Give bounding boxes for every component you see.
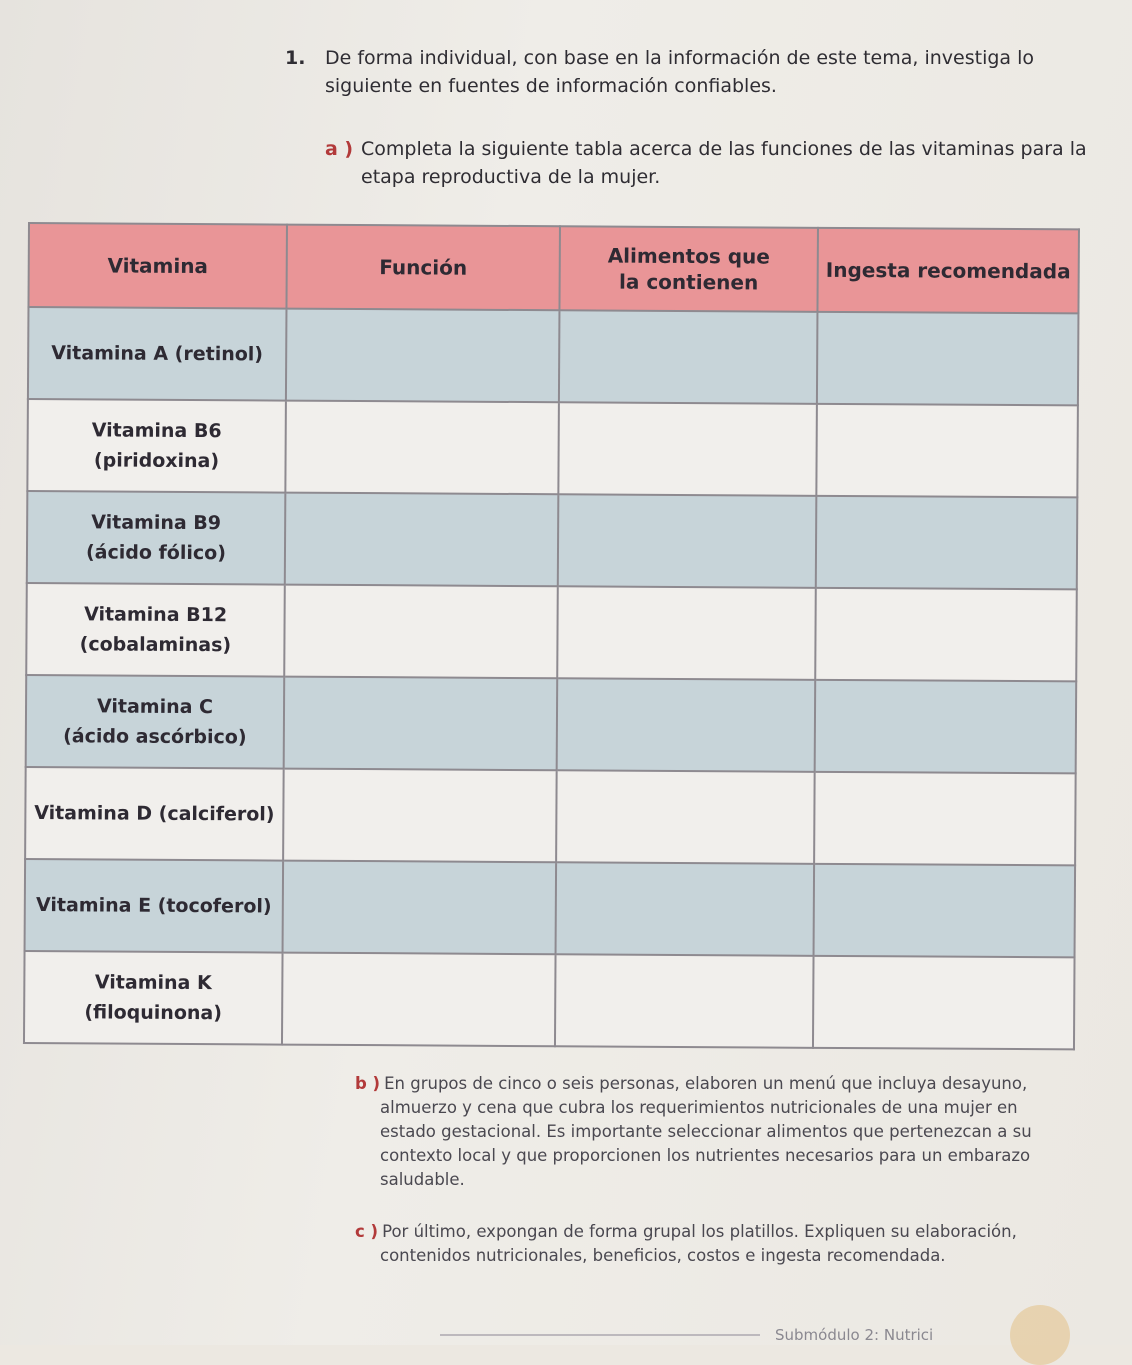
- table-row: [26, 675, 1077, 773]
- question-b-line4: contexto local y que proporcionen los nutrientes necesarios para un embarazo: [380, 1146, 1031, 1165]
- footer-rule: [440, 1334, 760, 1336]
- vitamin-name-detail: (ácido fólico): [85, 541, 227, 565]
- vitamin-name: Vitamina B9: [91, 511, 222, 535]
- alimentos-cell[interactable]: [555, 954, 814, 1048]
- question-b-line1: [355, 1072, 1060, 1096]
- vitamin-name-cell: [27, 399, 286, 493]
- header-alimentos: [559, 226, 818, 312]
- funcion-cell[interactable]: [286, 309, 560, 403]
- vitamin-name-cell: [25, 859, 284, 953]
- question-c-line2: contenidos nutricionales, beneficios, costos e ingesta recomendada.: [380, 1246, 946, 1265]
- ingesta-cell[interactable]: [814, 864, 1076, 958]
- question-b-text-1: En grupos de cinco o seis personas, elaboren un menú que incluya desayuno,: [384, 1074, 1028, 1093]
- vitamin-name: Vitamina B12: [84, 603, 228, 627]
- question-b-letter: b ): [355, 1074, 381, 1093]
- vitamin-name-cell: [26, 583, 285, 677]
- question-1-number: 1.: [285, 47, 306, 69]
- vitamin-name-cell: [28, 307, 287, 401]
- question-a-letter: a ): [325, 138, 354, 160]
- ingesta-cell[interactable]: [815, 680, 1077, 774]
- ingesta-cell[interactable]: [815, 588, 1077, 682]
- vitamin-name: Vitamina A (retinol): [51, 342, 264, 366]
- alimentos-cell[interactable]: [556, 862, 815, 956]
- vitamin-name: Vitamina B6 (piridoxina): [91, 419, 222, 473]
- vitamin-name-cell: [26, 675, 285, 769]
- footer-text: Submódulo 2: Nutrici: [775, 1326, 934, 1344]
- table-row: [24, 951, 1075, 1049]
- vitamin-name-detail: (ácido ascórbico): [63, 725, 247, 749]
- vitamin-name: Vitamina D (calciferol): [34, 802, 275, 826]
- question-b-line3: estado gestacional. Es importante seleccionar alimentos que pertenezcan a su: [380, 1122, 1032, 1141]
- table-header-row: [28, 223, 1078, 313]
- vitamin-name-cell: [25, 767, 284, 861]
- ingesta-cell[interactable]: [816, 404, 1078, 498]
- alimentos-cell[interactable]: [558, 402, 817, 496]
- question-a-text: Completa la siguiente tabla acerca de las funciones de las vitaminas para la etapa reproductiva de la mujer.: [361, 138, 1087, 188]
- header-vitamina: Vitamina: [28, 223, 287, 309]
- ornament-icon: [1010, 1305, 1070, 1365]
- table-row: [27, 491, 1078, 589]
- alimentos-cell[interactable]: [557, 586, 816, 680]
- table-row: [26, 583, 1077, 681]
- ingesta-cell[interactable]: [813, 956, 1075, 1050]
- vitamins-table: [23, 222, 1080, 1050]
- table-row: [27, 399, 1078, 497]
- alimentos-cell[interactable]: [557, 678, 816, 772]
- vitamin-name-cell: [27, 491, 286, 585]
- table-row: [28, 307, 1079, 405]
- alimentos-cell[interactable]: [556, 770, 815, 864]
- question-b: [355, 1072, 1060, 1192]
- vitamin-name: Vitamina C: [96, 695, 214, 719]
- funcion-cell[interactable]: [285, 493, 559, 587]
- ingesta-cell[interactable]: [816, 496, 1078, 590]
- question-c-text-1: Por último, expongan de forma grupal los platillos. Expliquen su elaboración,: [382, 1222, 1017, 1241]
- funcion-cell[interactable]: [284, 585, 558, 679]
- header-alimentos-line1: Alimentos que: [607, 243, 770, 269]
- funcion-cell[interactable]: [284, 677, 558, 771]
- header-ingesta: Ingesta recomendada: [817, 228, 1079, 314]
- vitamin-name-cell: [24, 951, 283, 1045]
- vitamin-name-detail: (cobalaminas): [79, 633, 232, 657]
- ingesta-cell[interactable]: [814, 772, 1076, 866]
- question-c-letter: c ): [355, 1222, 379, 1241]
- table-row: [25, 859, 1076, 957]
- table-row: [25, 767, 1076, 865]
- question-1-text: De forma individual, con base en la información de este tema, investiga lo siguiente en fuentes de información confiables.: [325, 47, 1034, 97]
- question-b-line5: saludable.: [380, 1170, 465, 1189]
- funcion-cell[interactable]: [283, 861, 557, 955]
- header-alimentos-line2: la contienen: [618, 269, 759, 295]
- funcion-cell[interactable]: [285, 401, 559, 495]
- funcion-cell[interactable]: [282, 953, 556, 1047]
- ingesta-cell[interactable]: [817, 312, 1079, 406]
- question-c: [355, 1220, 1060, 1268]
- question-c-line1: [355, 1220, 1060, 1244]
- alimentos-cell[interactable]: [559, 310, 818, 404]
- alimentos-cell[interactable]: [558, 494, 817, 588]
- vitamin-name: Vitamina E (tocoferol): [35, 894, 272, 918]
- vitamin-name: Vitamina K (filoquinona): [84, 971, 223, 1025]
- question-b-line2: almuerzo y cena que cubra los requerimientos nutricionales de una mujer en: [380, 1098, 1018, 1117]
- funcion-cell[interactable]: [283, 769, 557, 863]
- header-funcion: Función: [286, 225, 560, 311]
